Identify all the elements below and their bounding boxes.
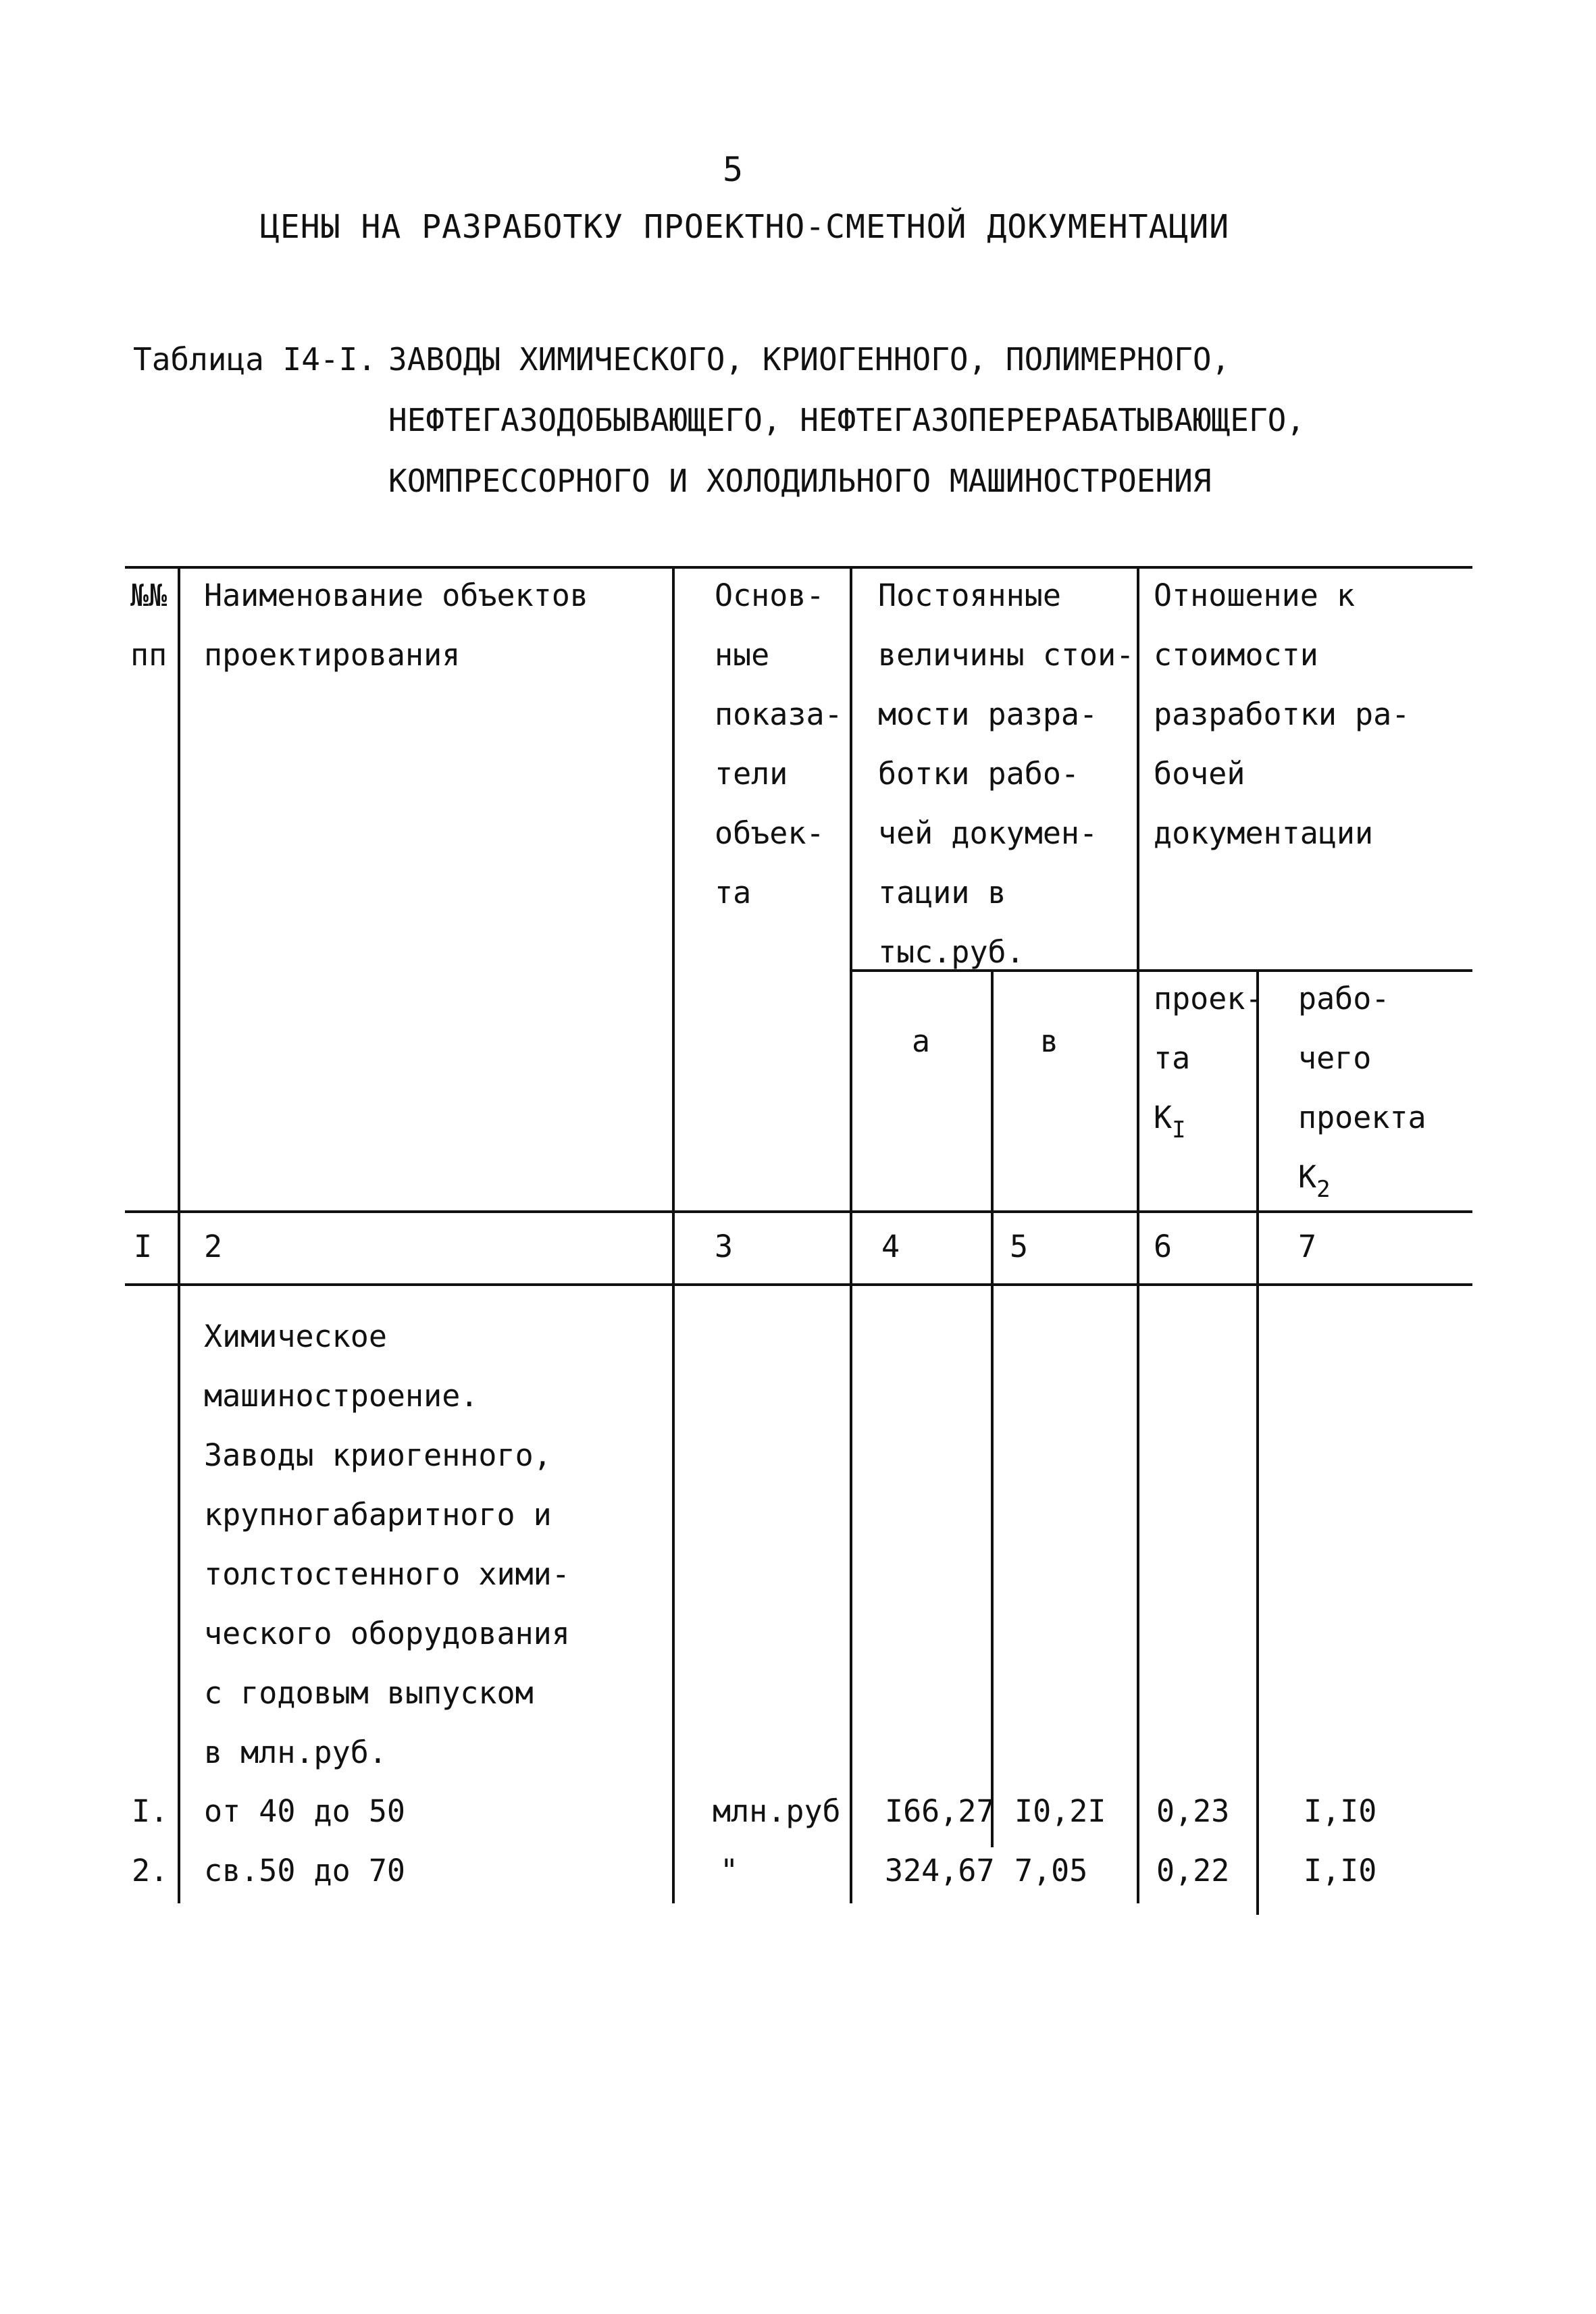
table-caption-label: Таблица I4-I.: [133, 341, 377, 378]
header-col2: Наименование объектов проектирования: [204, 577, 588, 673]
header-bottom-rule: [125, 1210, 1472, 1213]
header-col5: в: [1040, 1023, 1059, 1059]
row-name: от 40 до 50: [204, 1793, 406, 1829]
col-divider-4: [991, 969, 994, 1847]
document-title: ЦЕНЫ НА РАЗРАБОТКУ ПРОЕКТНО-СМЕТНОЙ ДОКУМЕНТАЦИИ: [260, 208, 1230, 246]
row-unit: ": [720, 1853, 739, 1888]
row-value-a: 324,67: [885, 1853, 995, 1888]
header-col1: №№ пп: [130, 577, 168, 673]
row-number: I.: [132, 1793, 169, 1829]
header-col4: а: [912, 1023, 931, 1059]
col-divider-5: [1137, 566, 1139, 1903]
table-caption-line-2: НЕФТЕГАЗОДОБЫВАЮЩЕГО, НЕФТЕГАЗОПЕРЕРАБАТЫВАЮЩЕГО,: [388, 402, 1306, 438]
row-k1: 0,22: [1156, 1853, 1230, 1888]
column-number-7: 7: [1298, 1229, 1317, 1264]
column-number-2: 2: [204, 1229, 223, 1264]
row-k2: I,I0: [1304, 1853, 1377, 1888]
table-caption-line-3: КОМПРЕССОРНОГО И ХОЛОДИЛЬНОГО МАШИНОСТРОЕНИЯ: [388, 463, 1212, 499]
section-title: Химическое машиностроение. Заводы криогенного, крупногабаритного и толстостенного хими- ческого оборудования с годовым выпуском в млн.руб.: [204, 1318, 570, 1770]
row-k2: I,I0: [1304, 1793, 1377, 1829]
row-value-b: I0,2I: [1014, 1793, 1106, 1829]
column-number-4: 4: [881, 1229, 900, 1264]
header-col6: проек- та $К_I$: [1154, 981, 1264, 1143]
row-value-b: 7,05: [1014, 1853, 1088, 1888]
row-value-a: I66,27: [885, 1793, 995, 1829]
header-col7: рабо- чего проекта $К_2$: [1298, 981, 1426, 1203]
col-divider-3: [850, 566, 852, 1903]
column-numbers-rule: [125, 1283, 1472, 1286]
col-divider-1: [178, 566, 180, 1903]
row-k1: 0,23: [1156, 1793, 1230, 1829]
col-divider-2: [672, 566, 675, 1903]
header-col45: Постоянные величины стои- мости разра- ботки рабо- чей докумен- тации в тыс.руб.: [878, 577, 1135, 970]
row-name: св.50 до 70: [204, 1853, 406, 1888]
table-caption-line-1: ЗАВОДЫ ХИМИЧЕСКОГО, КРИОГЕННОГО, ПОЛИМЕРНОГО,: [388, 341, 1231, 378]
row-unit: млн.руб: [713, 1793, 841, 1829]
column-number-3: 3: [715, 1229, 733, 1264]
column-number-6: 6: [1154, 1229, 1173, 1264]
header-col3: Основ- ные показа- тели объек- та: [715, 577, 843, 910]
page-number: 5: [723, 150, 744, 189]
column-number-5: 5: [1010, 1229, 1029, 1264]
row-number: 2.: [132, 1853, 169, 1888]
header-col67: Отношение к стоимости разработки ра- бочей документации: [1154, 577, 1410, 851]
column-number-1: I: [134, 1229, 153, 1264]
